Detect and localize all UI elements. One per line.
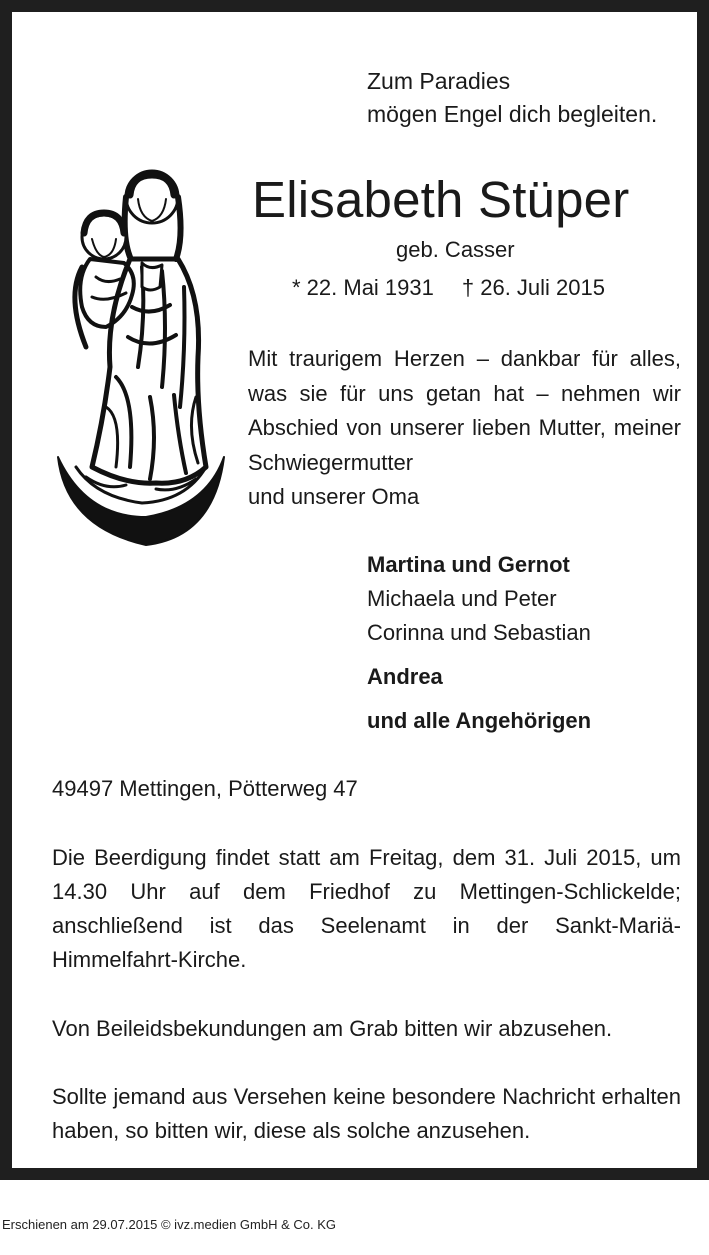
family-signatures <box>367 548 591 738</box>
life-dates <box>292 273 605 303</box>
birth-name: geb. Casser <box>396 237 515 262</box>
publication-footer: Erschienen am 29.07.2015 © ivz.medien GmbH & Co. KG <box>2 1217 337 1232</box>
condolence-note: Von Beileidsbekundungen am Grab bitten wir abzusehen. <box>52 1016 613 1041</box>
madonna-and-child-icon <box>46 167 226 567</box>
family-line-1: Martina und Gernot <box>367 552 570 577</box>
family-line-4: Andrea <box>367 664 443 689</box>
statement-text: Mit traurigem Herzen – dankbar für alles, was sie für uns getan hat – nehmen wir Abschied von unserer lieben Mutter, meiner Schwiegermutter <box>248 346 681 475</box>
family-line-2: Michaela und Peter <box>367 586 557 611</box>
statement-last-line: und unserer Oma <box>248 484 420 509</box>
address: 49497 Mettingen, Pötterweg 47 <box>52 776 358 801</box>
notice-note: Sollte jemand aus Versehen keine besondere Nachricht erhalten haben, so bitten wir, diese als solche anzusehen. <box>52 1084 681 1143</box>
funeral-info: Die Beerdigung findet statt am Freitag, dem 31. Juli 2015, um 14.30 Uhr auf dem Friedhof zu Mettingen-Schlickelde; anschließend ist das Seelenamt in der Sankt-Mariä-Himmelfahrt-Kirche. <box>52 845 681 972</box>
motto <box>367 65 657 131</box>
death-date: † 26. Juli 2015 <box>461 275 605 300</box>
family-line-3: Corinna und Sebastian <box>367 620 591 645</box>
mourning-statement <box>248 342 681 515</box>
family-line-5: und alle Angehörigen <box>367 708 592 733</box>
motto-line-2: mögen Engel dich begleiten. <box>367 101 658 127</box>
birth-date: * 22. Mai 1931 <box>292 275 434 300</box>
motto-line-1: Zum Paradies <box>367 68 511 94</box>
deceased-name: Elisabeth Stüper <box>252 171 630 228</box>
